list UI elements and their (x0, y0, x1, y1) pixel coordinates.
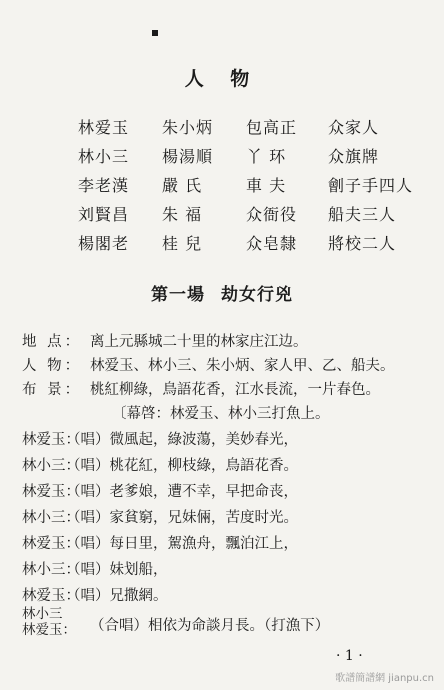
line-text: （唱）每日里，駕漁舟，飄泊江上， (66, 536, 298, 552)
scene-number: 第一場 (151, 285, 205, 305)
cast-row (0, 115, 444, 141)
speaker-name: 林爱玉： (22, 484, 80, 500)
watermark: 歌譜簡譜網 jianpu.cn (335, 673, 434, 684)
line-text: （唱）桃花紅，柳枝綠，鳥語花香。 (66, 458, 298, 474)
page-mark (152, 30, 158, 36)
cast-row (0, 144, 444, 170)
dialogue-line (0, 558, 444, 582)
line-text: （唱）兄撒網。 (66, 588, 168, 604)
scene-title: 劫女行兇 (221, 285, 293, 305)
cast-name: 朱 福 (162, 205, 203, 224)
setting-line (0, 330, 444, 354)
cast-name: 將校二人 (328, 234, 397, 253)
section-title: 人 物 (184, 68, 260, 90)
line-text: （唱）微風起，綠波蕩，美妙春光， (66, 432, 298, 448)
line-text: （唱）老爹娘，遭不幸，早把命丧， (66, 484, 298, 500)
speaker-name: 林小三 林爱玉： (22, 606, 76, 638)
line-text: 离上元縣城二十里的林家庄江边。 (90, 334, 308, 350)
cast-name: 劊子手四人 (328, 176, 414, 195)
cast-name: 朱小炳 (162, 118, 214, 137)
cast-name: 船夫三人 (328, 205, 397, 224)
scene-heading (0, 280, 444, 305)
dialogue-line (0, 584, 444, 608)
line-text: （唱）家貧窮，兄妹倆，苦度时光。 (66, 510, 298, 526)
cast-name: 楊湯順 (162, 147, 214, 166)
cast-name: 桂 兒 (162, 234, 203, 253)
line-text: 〔幕啓：林爱玉、林小三打魚上。 (112, 406, 330, 422)
cast-name: 林小三 (78, 147, 130, 166)
dialogue-line (0, 454, 444, 478)
setting-line (0, 378, 444, 402)
cast-name: 車 夫 (246, 176, 287, 195)
line-label: 布 景： (22, 382, 83, 398)
speaker-name: 林小三： (22, 458, 80, 474)
speaker-name: 林爱玉： (22, 432, 80, 448)
cast-name: 林爱玉 (78, 118, 130, 137)
setting-line (0, 354, 444, 378)
cast-name: 嚴 氏 (162, 176, 203, 195)
cast-row (0, 231, 444, 257)
page-number: · 1 · (336, 648, 363, 664)
dialogue-line (0, 506, 444, 530)
dialogue-line (0, 606, 444, 638)
dialogue-line (0, 428, 444, 452)
cast-name: 众皂隸 (246, 234, 298, 253)
line-text: 桃紅柳綠，鳥語花香，江水長流，一片春色。 (90, 382, 380, 398)
cast-name: 楊閣老 (78, 234, 130, 253)
cast-name: 众旗牌 (328, 147, 380, 166)
cast-list (0, 115, 444, 255)
cast-row (0, 173, 444, 199)
speaker-name: 林小三： (22, 510, 80, 526)
cast-name: 李老漢 (78, 176, 130, 195)
line-label: 人 物： (22, 358, 83, 374)
cast-name: 丫 环 (246, 147, 287, 166)
speaker-name: 林爱玉： (22, 536, 80, 552)
speaker-name: 林爱玉： (22, 588, 80, 604)
line-text: 林爱玉、林小三、朱小炳、家人甲、乙、船夫。 (90, 358, 395, 374)
line-text: （合唱）相依为命談月長。（打漁下） (90, 618, 330, 634)
cast-name: 包高正 (246, 118, 298, 137)
speaker-name: 林小三： (22, 562, 80, 578)
cast-name: 刘賢昌 (78, 205, 130, 224)
dialogue-line (0, 532, 444, 556)
cast-row (0, 202, 444, 228)
line-label: 地 点： (22, 334, 83, 350)
stage-direction (0, 402, 444, 426)
dialogue-line (0, 480, 444, 504)
cast-name: 众家人 (328, 118, 380, 137)
line-text: （唱）妹划船， (66, 562, 168, 578)
cast-name: 众衙役 (246, 205, 298, 224)
